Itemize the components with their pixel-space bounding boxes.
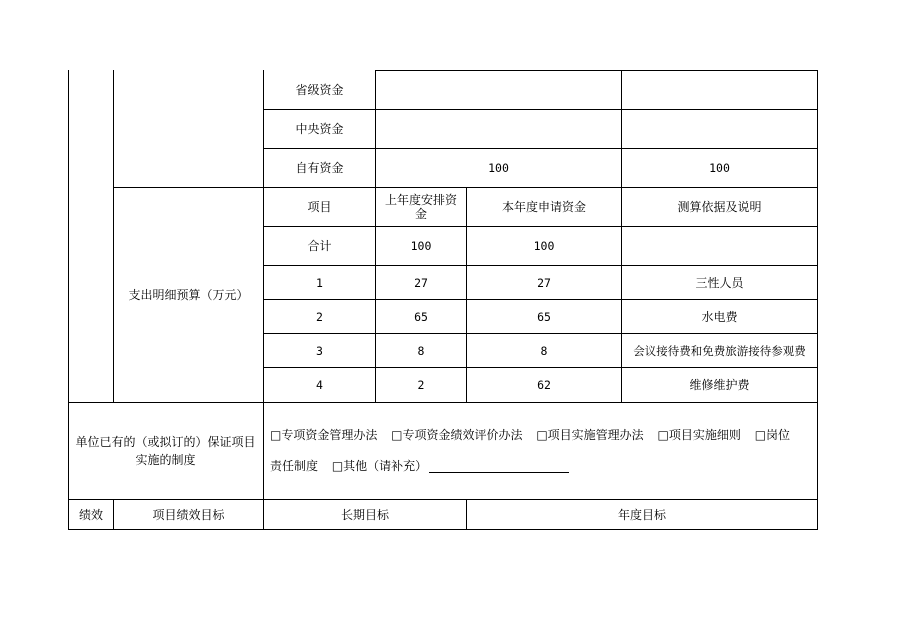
funding-value-provincial [376, 71, 621, 109]
funding-note-central [622, 110, 817, 148]
budget-row-no: 2 [316, 309, 323, 324]
budget-row-no: 3 [316, 343, 323, 358]
budget-header-basis: 测算依据及说明 [677, 200, 762, 214]
budget-row-last-year: 8 [417, 343, 425, 358]
option-responsibility-system[interactable]: 责任制度 [270, 459, 319, 473]
performance-annual-header: 年度目标 [617, 507, 666, 522]
budget-total-last-year: 100 [410, 239, 432, 253]
option-project-implementation-rules[interactable]: □项目实施细则 [657, 428, 741, 442]
budget-row-note: 三性人员 [695, 275, 744, 290]
option-post[interactable]: □岗位 [754, 428, 791, 442]
institutions-options-line1 [270, 428, 815, 442]
budget-row-last-year: 65 [414, 309, 428, 324]
budget-row-no: 4 [316, 378, 323, 392]
budget-row-this-year: 65 [537, 309, 551, 324]
budget-row-last-year: 27 [414, 275, 428, 290]
budget-row-no: 1 [316, 275, 323, 290]
budget-row-this-year: 27 [537, 275, 551, 290]
budget-total-note [622, 227, 817, 265]
funding-value-own: 100 [488, 161, 509, 175]
funding-value-central [376, 110, 621, 148]
budget-row-note: 会议接待费和免费旅游接待参观费 [633, 343, 806, 358]
performance-long-term-header: 长期目标 [340, 507, 389, 522]
budget-row-this-year: 8 [540, 343, 548, 358]
budget-header-last-year: 上年度安排资金 [384, 193, 457, 221]
option-special-fund-management[interactable]: □专项资金管理办法 [270, 428, 378, 442]
funding-label-provincial: 省级资金 [295, 83, 344, 97]
funding-label-central: 中央资金 [295, 122, 344, 136]
budget-row-note: 维修维护费 [689, 378, 750, 392]
funding-label-own: 自有资金 [295, 161, 344, 175]
performance-goal-label: 项目绩效目标 [152, 507, 225, 522]
funding-note-own: 100 [709, 161, 730, 175]
budget-row-note: 水电费 [701, 309, 738, 324]
budget-row-last-year: 2 [417, 378, 425, 392]
option-project-implementation-management[interactable]: □项目实施管理办法 [536, 428, 644, 442]
option-other[interactable]: □其他（请补充） [331, 459, 428, 473]
funding-note-provincial [622, 71, 817, 109]
option-special-fund-performance[interactable]: □专项资金绩效评价办法 [391, 428, 523, 442]
other-fill-blank[interactable] [429, 460, 569, 473]
budget-header-item: 项目 [307, 200, 332, 214]
institutions-label: 单位已有的（或拟订的）保证项目实施的制度 [75, 435, 256, 467]
performance-label: 绩效 [78, 507, 103, 522]
budget-row-this-year: 62 [537, 378, 551, 392]
budget-section-label: 支出明细预算（万元） [128, 288, 249, 302]
budget-header-this-year: 本年度申请资金 [501, 200, 586, 214]
institutions-options-line2 [270, 459, 815, 473]
budget-total-label: 合计 [307, 239, 332, 253]
budget-total-this-year: 100 [533, 239, 555, 253]
